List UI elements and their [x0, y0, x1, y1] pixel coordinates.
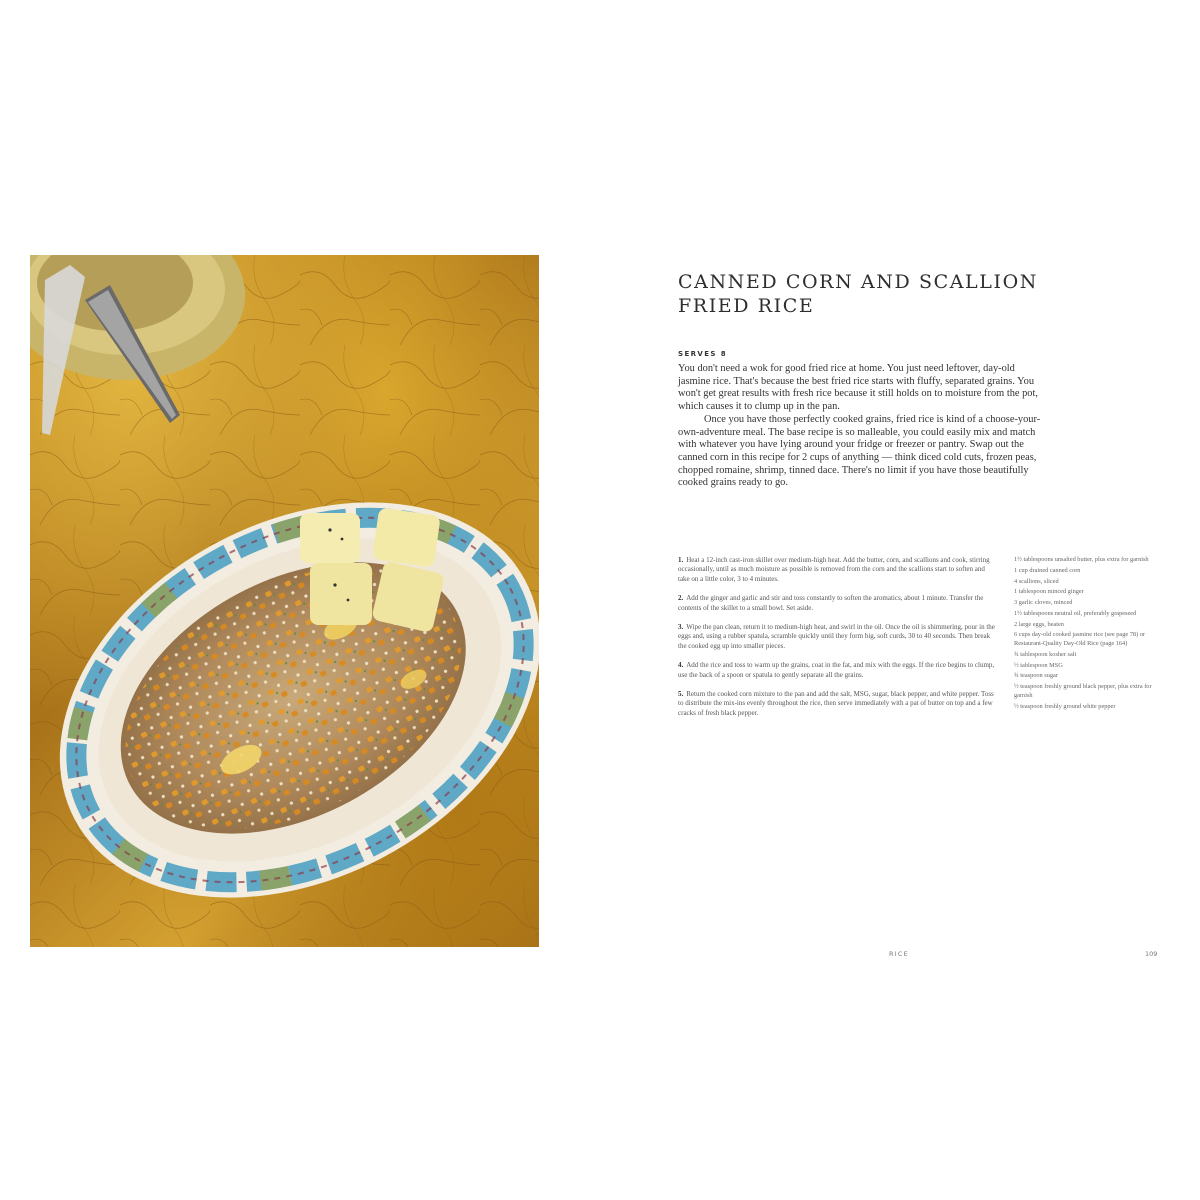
- ingredient-item: ¾ tablespoon kosher salt: [1014, 650, 1077, 658]
- intro-paragraph: You don't need a wok for good fried rice at home. You just need leftover, day-old jasmine rice. That's because the best fried rice starts with fluffy, separated grains. You won't get great results with fresh rice because it still holds on to moisture from the pot, which causes it to clump up in the pan.: [678, 363, 1038, 413]
- ingredient-item: ¾ teaspoon sugar: [1014, 672, 1058, 680]
- running-footer-section: RICE: [889, 950, 909, 958]
- ingredient-item: 1 cup drained canned corn: [1014, 566, 1081, 574]
- ingredient-item: 3 garlic cloves, minced: [1014, 599, 1073, 607]
- step-text: Wipe the pan clean, return it to medium-high heat, and swirl in the oil. Once the oil is shimmering, pour in the eggs and, using a rubber spatula, scramble quickly until they form big, soft curds, 30 to 40 seconds. Then break the cooked egg up into smaller pieces.: [678, 623, 995, 650]
- ingredient-item: 6 cups day-old cooked jasmine rice (see page 78) or Restaurant-Quality Day-Old Rice (page 164): [1014, 631, 1145, 648]
- method-step: [678, 661, 996, 680]
- step-number: 4.: [678, 661, 684, 670]
- method-step: [678, 690, 996, 718]
- step-text: Add the rice and toss to warm up the grains, coat in the fat, and mix with the eggs. If the rice begins to clump, use the back of a spoon or spatula to gently separate all the grains.: [678, 661, 995, 679]
- step-number: 3.: [678, 623, 684, 632]
- ingredient-item: 1½ tablespoons unsalted butter, plus extra for garnish: [1014, 556, 1149, 563]
- ingredient-item: 1½ tablespoons neutral oil, preferably grapeseed: [1014, 609, 1137, 617]
- ingredient-item: 2 large eggs, beaten: [1014, 620, 1064, 628]
- recipe-photo: [30, 255, 539, 947]
- step-text: Return the cooked corn mixture to the pan and add the salt, MSG, sugar, black pepper, and white pepper. Toss to distribute the mix-ins evenly throughout the rice, then serve immediately with a pat of butter on top and a few cracks of fresh black pepper.: [678, 690, 994, 717]
- recipe-title: CANNED CORN AND SCALLION FRIED RICE: [678, 271, 1038, 317]
- page-number: 109: [1145, 950, 1158, 958]
- ingredient-item: ½ tablespoon MSG: [1014, 661, 1063, 669]
- step-text: Add the ginger and garlic and stir and toss constantly to soften the aromatics, about 1 minute. Transfer the contents of the skillet to a small bowl. Set aside.: [678, 594, 984, 612]
- ingredient-item: 4 scallions, sliced: [1014, 577, 1059, 585]
- step-number: 2.: [678, 594, 684, 603]
- step-number: 1.: [678, 556, 684, 564]
- recipe-intro: [678, 363, 1046, 490]
- step-text: Heat a 12-inch cast-iron skillet over medium-high heat. Add the butter, corn, and scallions and cook, stirring occasionally, until as much moisture as possible is removed from the corn and the scallions start to soften and take on a little color, 3 to 4 minutes.: [678, 556, 990, 583]
- ingredient-item: 1 tablespoon minced ginger: [1014, 588, 1084, 596]
- ingredient-item: ½ teaspoon freshly ground black pepper, plus extra for garnish: [1014, 683, 1152, 699]
- ingredient-list: [1014, 556, 1164, 713]
- serves-label: SERVES 8: [678, 350, 727, 358]
- method-step: [678, 623, 996, 651]
- intro-paragraph: Once you have those perfectly cooked grains, fried rice is kind of a choose-your-own-adventure meal. The base recipe is so malleable, you could easily mix and match with whatever you have lying around your fridge or freezer or pantry. Swap out the canned corn in this recipe for 2 cups of anything — think diced cold cuts, frozen peas, chopped romaine, shrimp, tinned dace. There's no limit if you have those beautifully cooked grains ready to go.: [678, 413, 1041, 489]
- step-number: 5.: [678, 690, 684, 699]
- ingredient-item: ½ teaspoon freshly ground white pepper: [1014, 702, 1116, 710]
- method-steps: [678, 556, 996, 728]
- fried-rice-plate-illustration: [30, 255, 539, 947]
- method-step: [678, 556, 996, 584]
- method-step: [678, 594, 996, 613]
